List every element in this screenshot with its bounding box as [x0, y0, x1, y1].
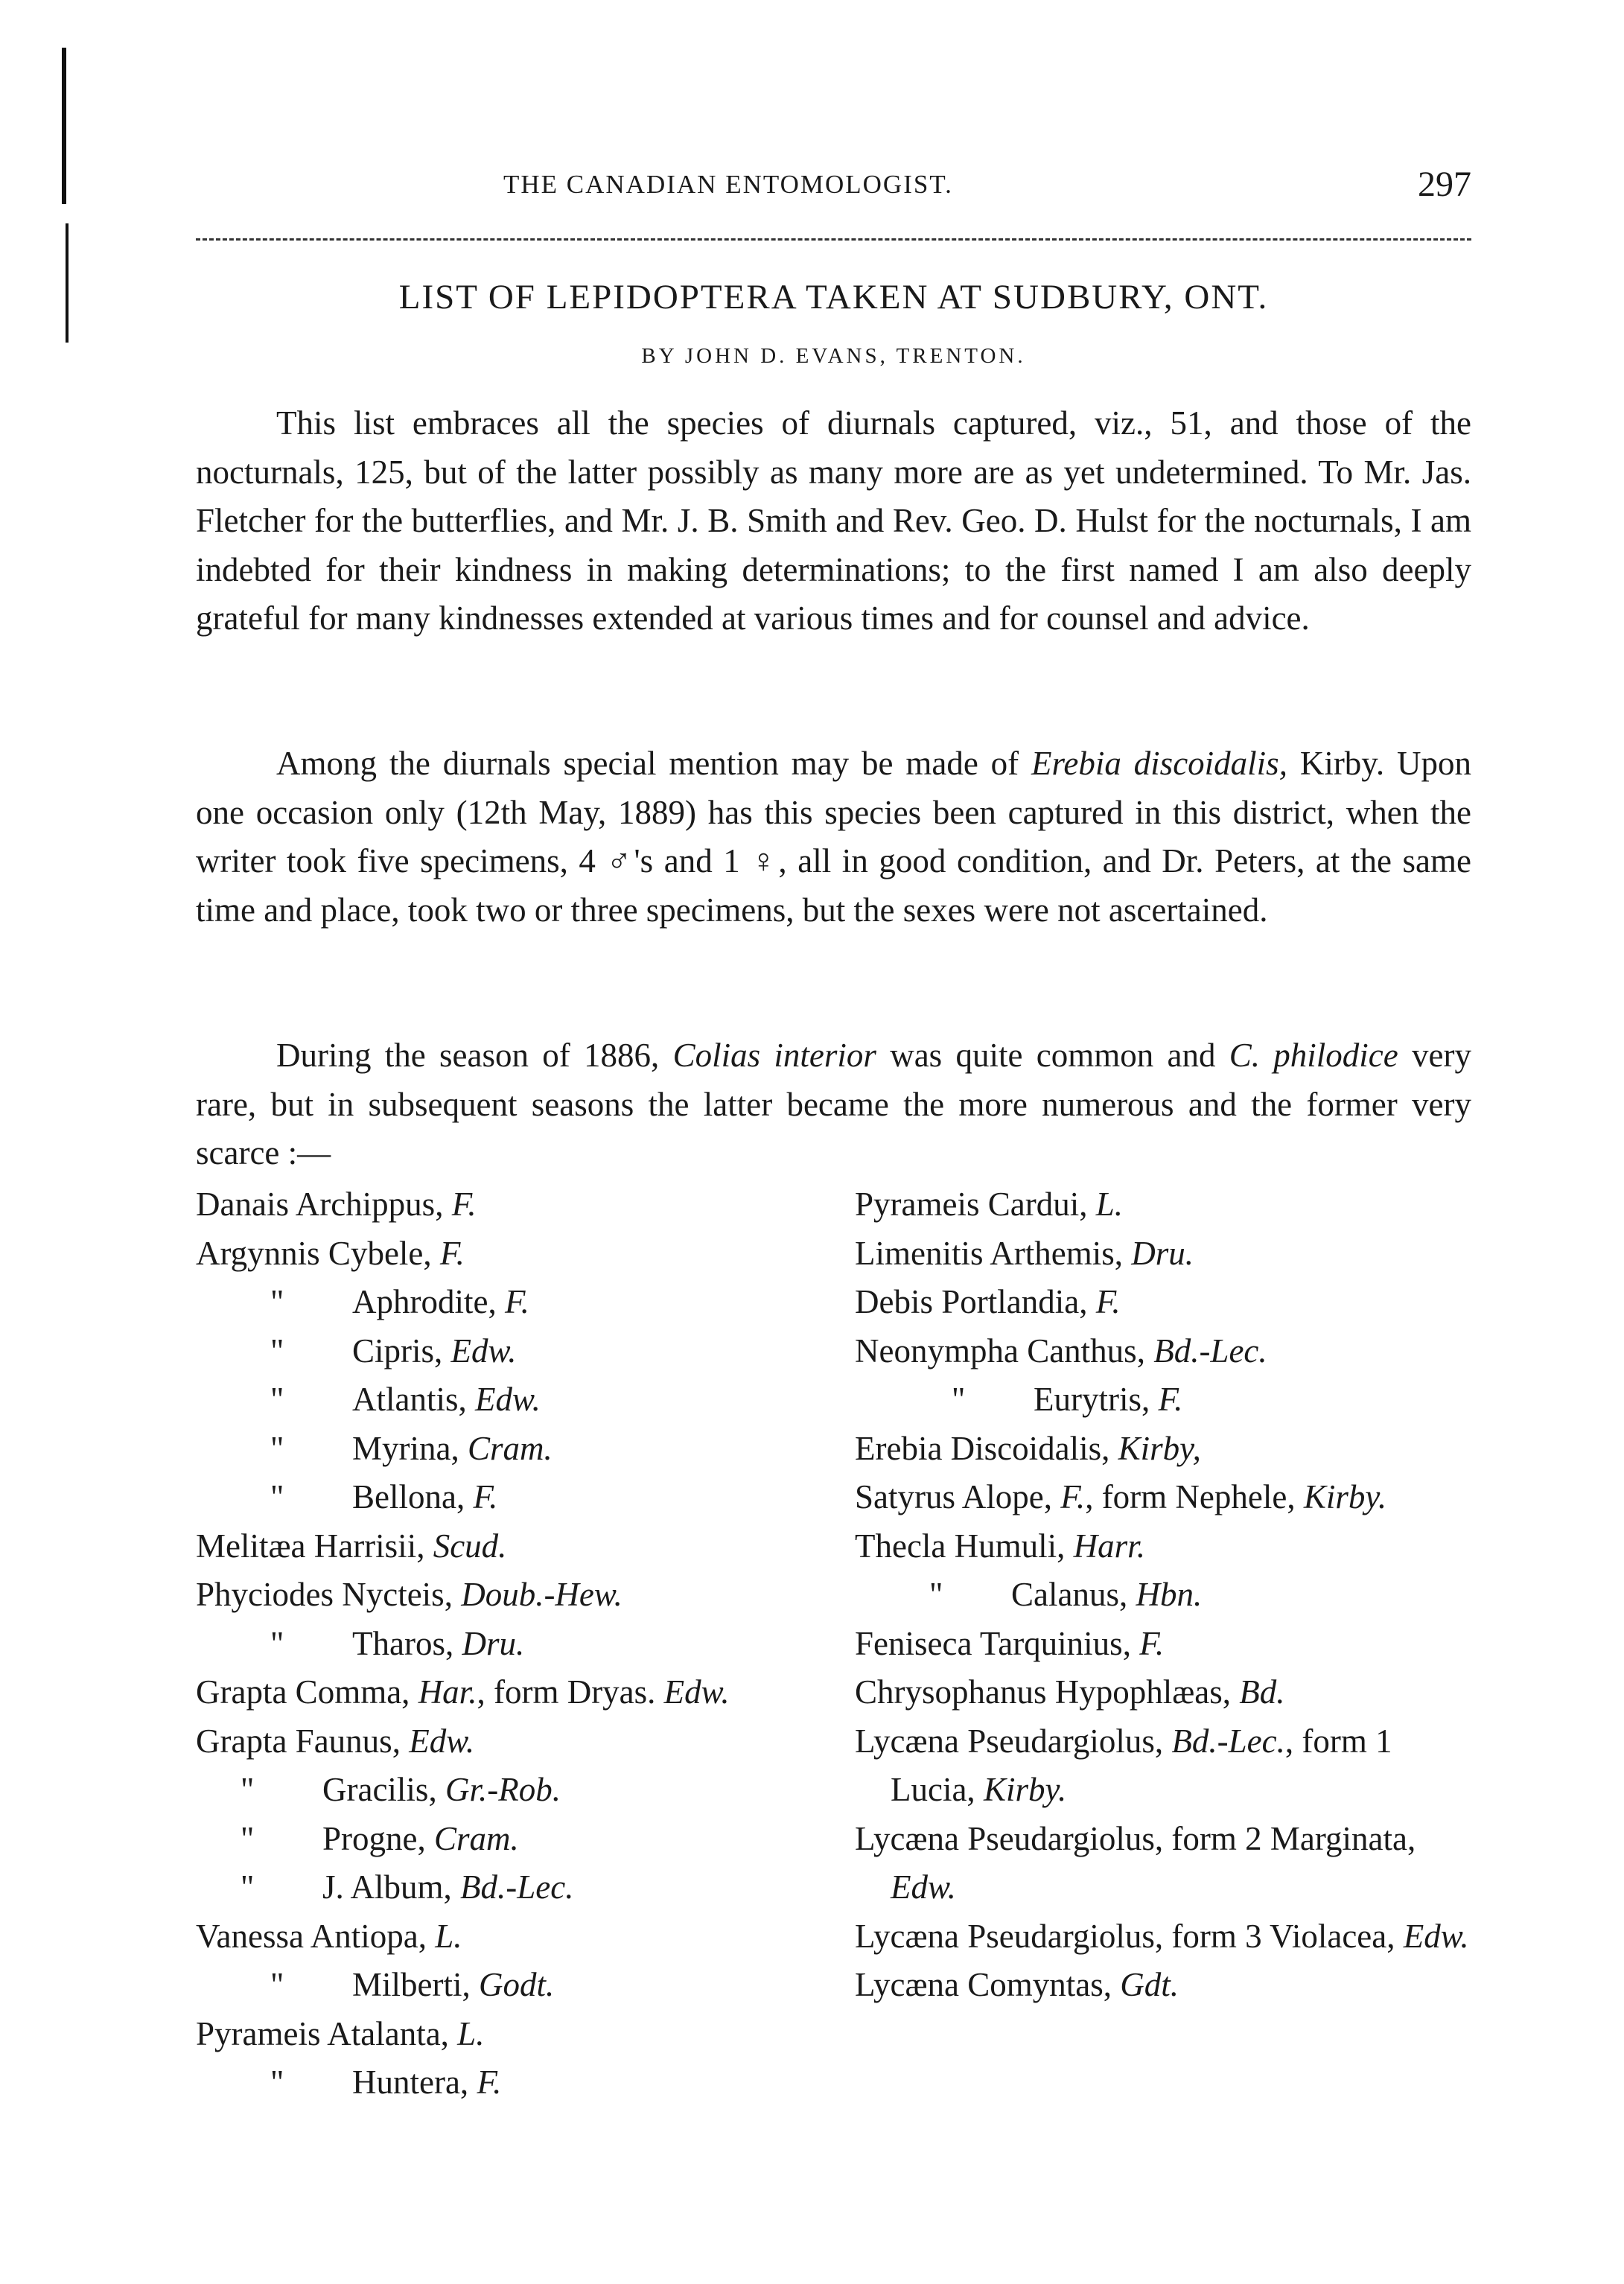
list-item: Grapta Faunus, Edw. [196, 1722, 475, 1760]
list-item: Feniseca Tarquinius, F. [855, 1624, 1165, 1662]
list-item: Erebia Discoidalis, Kirby, [855, 1429, 1201, 1467]
header-rule [196, 238, 1471, 241]
ditto-mark: " [270, 1429, 284, 1467]
list-item: Debis Portlandia, F. [855, 1283, 1121, 1320]
list-item: Lycæna Pseudargiolus, Bd.-Lec., form 1 Lucia, Kirby. [855, 1722, 1392, 1808]
list-item: " Bellona, F. [196, 1473, 814, 1522]
ditto-mark: " [241, 1868, 255, 1906]
article-title: LIST OF LEPIDOPTERA TAKEN AT SUDBURY, ONT. [398, 278, 1269, 316]
list-item: " Tharos, Dru. [196, 1620, 814, 1669]
list-item: " Eurytris, F. [855, 1375, 1471, 1425]
article-byline: BY JOHN D. EVANS, TRENTON. [641, 344, 1026, 368]
list-item: Thecla Humuli, Harr. [855, 1527, 1145, 1565]
paragraph-colias [196, 1031, 1471, 1178]
running-head [196, 165, 1471, 214]
ditto-mark: " [952, 1381, 966, 1418]
margin-mark [62, 48, 66, 204]
journal-title: THE CANADIAN ENTOMOLOGIST. [503, 170, 953, 199]
paragraph-colias-text: very rare, but in subsequent seasons the latter became the more numerous and the former very scarce :— [196, 1037, 1472, 1171]
paragraph-intro-text: This list embraces all the species of diurnals captured, viz., 51, and those of the nocturnals, 125, but of the latter possibly as many more are as yet undetermined. To Mr. Jas. Fletcher for the butterflies, and Mr. J. B. Smith and Rev. Geo. D. Hulst for the nocturnals, I am indebted for their kindness in making determinations; to the first named I am also deeply grateful for many kindnesses extended at various times and for counsel and advice. [196, 404, 1471, 637]
list-item: Lycæna Comyntas, Gdt. [855, 1966, 1179, 2003]
ditto-mark: " [241, 1771, 255, 1808]
species-list-right [855, 1180, 1471, 2010]
list-item: " J. Album, Bd.-Lec. [196, 1863, 814, 1912]
ditto-mark: " [270, 1624, 284, 1662]
species-colias-interior: Colias interior [672, 1037, 876, 1074]
list-item: " Cipris, Edw. [196, 1327, 814, 1376]
list-item: Limenitis Arthemis, Dru. [855, 1234, 1194, 1272]
list-item: Danais Archippus, F. [196, 1186, 477, 1223]
list-item: Pyrameis Cardui, L. [855, 1186, 1123, 1223]
paragraph-colias-mid: was quite common and [876, 1037, 1229, 1074]
ditto-mark: " [270, 1283, 284, 1320]
list-item: " Huntera, F. [196, 2058, 814, 2108]
ditto-mark: " [270, 1478, 284, 1515]
list-item: Chrysophanus Hypophlæas, Bd. [855, 1673, 1285, 1711]
list-item: Argynnis Cybele, F. [196, 1234, 465, 1272]
list-item: " Myrina, Cram. [196, 1425, 814, 1474]
list-item: Satyrus Alope, F., form Nephele, Kirby. [855, 1478, 1387, 1515]
list-item: Pyrameis Atalanta, L. [196, 2014, 485, 2052]
paragraph-intro [196, 399, 1471, 643]
species-erebia: Erebia discoidalis, [1031, 745, 1287, 782]
ditto-mark: " [270, 1332, 284, 1370]
paragraph-colias-lead: During the season of 1886, [276, 1037, 673, 1074]
species-list-left [196, 1180, 814, 2108]
paragraph-erebia [196, 739, 1471, 935]
list-item: " Atlantis, Edw. [196, 1375, 814, 1425]
ditto-mark: " [270, 2064, 284, 2101]
paragraph-erebia-lead: Among the diurnals special mention may be made of [276, 745, 1032, 782]
list-item: Neonympha Canthus, Bd.-Lec. [855, 1332, 1267, 1370]
list-item: " Milberti, Godt. [196, 1961, 814, 2010]
ditto-mark: " [241, 1819, 255, 1857]
paragraph-erebia-text: Kirby. Upon one occasion only (12th May, 1889) has this species been captured in this district, when the writer took five specimens, 4 ♂'s and 1 ♀, all in good condition, and Dr. Peters, at the same time and place, took two or three specimens, but the sexes were not ascertained. [196, 745, 1471, 929]
margin-mark-lower [66, 223, 69, 343]
list-item: Grapta Comma, Har., form Dryas. Edw. [196, 1673, 730, 1711]
species-colias-philodice: C. philodice [1229, 1037, 1398, 1074]
list-item: " Gracilis, Gr.-Rob. [196, 1766, 814, 1815]
ditto-mark: " [270, 1966, 284, 2003]
page-number: 297 [1418, 165, 1471, 204]
ditto-mark: " [270, 1381, 284, 1418]
list-item: Lycæna Pseudargiolus, form 2 Marginata, Edw. [855, 1819, 1416, 1906]
list-item: " Aphrodite, F. [196, 1278, 814, 1327]
list-item: Vanessa Antiopa, L. [196, 1917, 462, 1955]
list-item: " Progne, Cram. [196, 1815, 814, 1864]
list-item: " Calanus, Hbn. [855, 1571, 1471, 1620]
list-item: Phyciodes Nycteis, Doub.-Hew. [196, 1576, 622, 1613]
list-item: Melitæa Harrisii, Scud. [196, 1527, 507, 1565]
ditto-mark: " [929, 1576, 943, 1613]
list-item: Lycæna Pseudargiolus, form 3 Violacea, Edw. [855, 1917, 1469, 1955]
